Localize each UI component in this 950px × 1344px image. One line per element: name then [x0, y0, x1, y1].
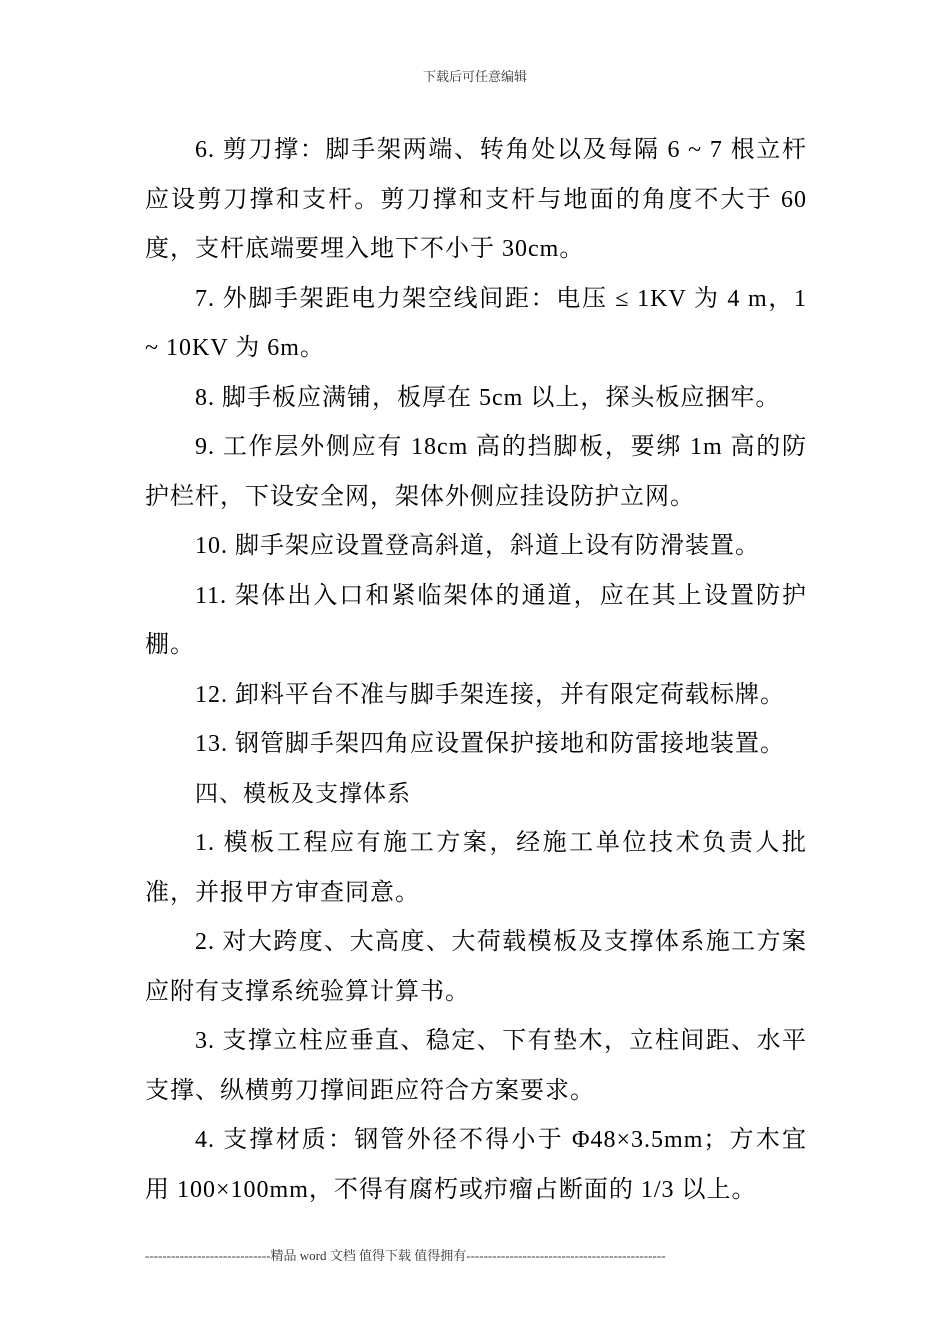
- paragraph-13: 13. 钢管脚手架四角应设置保护接地和防雷接地装置。: [195, 731, 785, 757]
- section-paragraph-1: 1. 模板工程应有施工方案，经施工单位技术负责人批准，并报甲方审查同意。: [145, 830, 807, 906]
- section-paragraph-3: 3. 支撑立柱应垂直、稳定、下有垫木，立柱间距、水平支撑、纵横剪刀撑间距应符合方案要求。: [145, 1028, 807, 1104]
- paragraph-9: 9. 工作层外侧应有 18cm 高的挡脚板，要绑 1m 高的防护栏杆，下设安全网，架体外侧应挂设防护立网。: [145, 434, 807, 510]
- section-paragraph-4: 4. 支撑材质：钢管外径不得小于 Φ48×3.5mm；方木宜用 100×100mm，不得有腐朽或疖瘤占断面的 1/3 以上。: [145, 1127, 807, 1203]
- page-header: 下载后可任意编辑: [422, 69, 527, 84]
- paragraph-8: 8. 脚手板应满铺，板厚在 5cm 以上，探头板应捆牢。: [195, 384, 781, 411]
- paragraph-12: 12. 卸料平台不准与脚手架连接，并有限定荷载标牌。: [195, 681, 785, 708]
- section-heading: 四、模板及支撑体系: [195, 780, 411, 807]
- paragraph-10: 10. 脚手架应设置登高斜道，斜道上设有防滑装置。: [195, 533, 760, 559]
- paragraph-6: 6. 剪刀撑：脚手架两端、转角处以及每隔 6 ~ 7 根立杆应设剪刀撑和支杆。剪刀撑和支杆与地面的角度不大于 60 度，支杆底端要埋入地下不小于 30cm。: [145, 137, 807, 262]
- section-paragraph-2: 2. 对大跨度、大高度、大荷载模板及支撑体系施工方案应附有支撑系统验算计算书。: [145, 929, 807, 1005]
- paragraph-7: 7. 外脚手架距电力架空线间距：电压 ≤ 1KV 为 4 m，1 ~ 10KV 为 6m。: [145, 285, 807, 361]
- paragraph-11: 11. 架体出入口和紧临架体的通道，应在其上设置防护棚。: [145, 582, 807, 658]
- document-body: [145, 126, 807, 1215]
- page-footer: -----------------------------精品 word 文档 值得下载 值得拥有----------------------------------------------: [145, 1248, 666, 1263]
